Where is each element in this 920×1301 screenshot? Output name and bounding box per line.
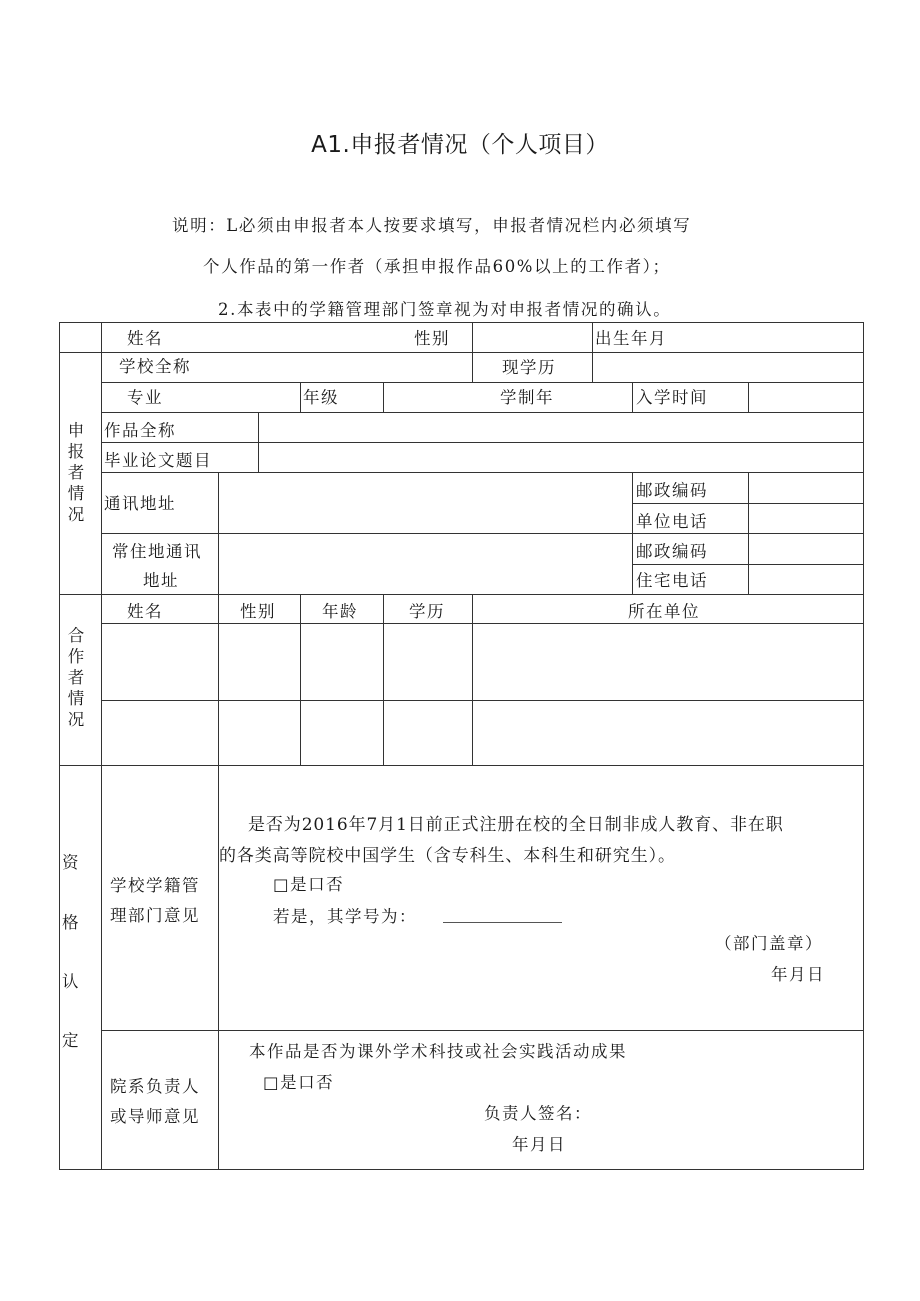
col-line <box>383 382 384 413</box>
student-id-blank[interactable] <box>443 922 562 923</box>
col-line <box>632 472 633 595</box>
qualification-char-4: 定 <box>62 1031 80 1050</box>
coauthor-header-unit: 所在单位 <box>628 602 700 621</box>
home-address-label: 常住地通讯 <box>112 542 202 561</box>
col-line <box>258 412 259 473</box>
note-line-1: 说明：L必须由申报者本人按要求填写，申报者情况栏内必须填写 <box>172 216 692 235</box>
coauthor-header-age: 年龄 <box>322 602 358 621</box>
dept-opinion-label-2: 或导师意见 <box>110 1107 200 1126</box>
table-border <box>59 1169 864 1170</box>
home-address-label-2: 地址 <box>143 571 179 590</box>
col-line <box>472 322 473 353</box>
col-line <box>383 594 384 766</box>
enroll-label: 入学时间 <box>636 388 708 407</box>
work-title-label: 作品全称 <box>104 421 176 440</box>
col-line <box>748 382 749 413</box>
table-border <box>863 322 864 1170</box>
dept-opinion-label: 院系负责人 <box>110 1077 200 1096</box>
student-id-label: 若是，其学号为： <box>273 907 417 926</box>
thesis-label: 毕业论文题目 <box>104 451 212 470</box>
applicant-section-label: 申报者情况 <box>67 421 85 524</box>
school-opinion-label: 学校学籍管 <box>110 876 200 895</box>
row-line <box>101 442 864 443</box>
gender-label: 性别 <box>414 329 450 348</box>
activity-checkbox[interactable]: □是口否 <box>263 1073 335 1092</box>
department-stamp: （部门盖章） <box>715 934 823 953</box>
table-border <box>59 322 864 323</box>
birth-label: 出生年月 <box>595 329 667 348</box>
row-line <box>101 623 864 624</box>
note-line-2: 个人作品的第一作者（承担申报作品60%以上的工作者）； <box>203 257 671 276</box>
grade-label: 年级 <box>303 388 339 407</box>
coauthor-header-gender: 性别 <box>240 602 276 621</box>
row-line <box>101 472 864 473</box>
col-line <box>472 594 473 766</box>
duration-label: 学制年 <box>500 388 554 407</box>
postcode2-label: 邮政编码 <box>636 542 708 561</box>
stamp-date: 年月日 <box>771 965 825 984</box>
name-label: 姓名 <box>127 329 163 348</box>
row-line <box>101 1030 864 1031</box>
major-label: 专业 <box>127 388 163 407</box>
col-line <box>300 382 301 413</box>
qualification-char-2: 格 <box>62 913 80 932</box>
col-line <box>472 352 473 383</box>
coauthor-header-education: 学历 <box>409 602 445 621</box>
education-label: 现学历 <box>502 358 556 377</box>
col-line <box>632 382 633 413</box>
home-phone-label: 住宅电话 <box>636 571 708 590</box>
qualification-char-3: 认 <box>62 972 80 991</box>
note-line-3: 2.本表中的学籍管理部门签章视为对申报者情况的确认。 <box>218 300 672 319</box>
row-line <box>59 765 864 766</box>
table-border <box>59 322 60 1170</box>
eligibility-question: 是否为2016年7月1日前正式注册在校的全日制非成人教育、非在职 <box>248 815 784 835</box>
work-phone-label: 单位电话 <box>636 512 708 531</box>
qualification-char-1: 资 <box>62 853 80 872</box>
col-line <box>300 594 301 766</box>
school-opinion-label-2: 理部门意见 <box>110 906 200 925</box>
row-line <box>101 533 864 534</box>
postcode-label: 邮政编码 <box>636 481 708 500</box>
col-line <box>218 594 219 766</box>
col-line <box>218 765 219 1170</box>
table-border <box>101 322 102 1170</box>
row-line <box>59 352 864 353</box>
coauthor-header-name: 姓名 <box>127 602 163 621</box>
address-label: 通讯地址 <box>104 494 176 513</box>
school-label: 学校全称 <box>119 357 191 376</box>
coauthor-section-label: 合作者情况 <box>67 626 85 729</box>
signature-label: 负责人签名： <box>484 1104 592 1123</box>
eligibility-checkbox[interactable]: □是口否 <box>273 875 345 894</box>
row-line <box>101 412 864 413</box>
row-line <box>59 594 864 595</box>
signature-date: 年月日 <box>512 1135 566 1154</box>
eligibility-question-2: 的各类高等院校中国学生（含专科生、本科生和研究生）。 <box>219 846 676 866</box>
activity-question: 本作品是否为课外学术科技或社会实践活动成果 <box>249 1042 627 1061</box>
col-line <box>592 322 593 383</box>
col-line <box>748 472 749 595</box>
col-line <box>218 472 219 595</box>
page-title: A1.申报者情况（个人项目） <box>311 132 609 158</box>
row-line <box>101 700 864 701</box>
row-line <box>101 382 864 383</box>
